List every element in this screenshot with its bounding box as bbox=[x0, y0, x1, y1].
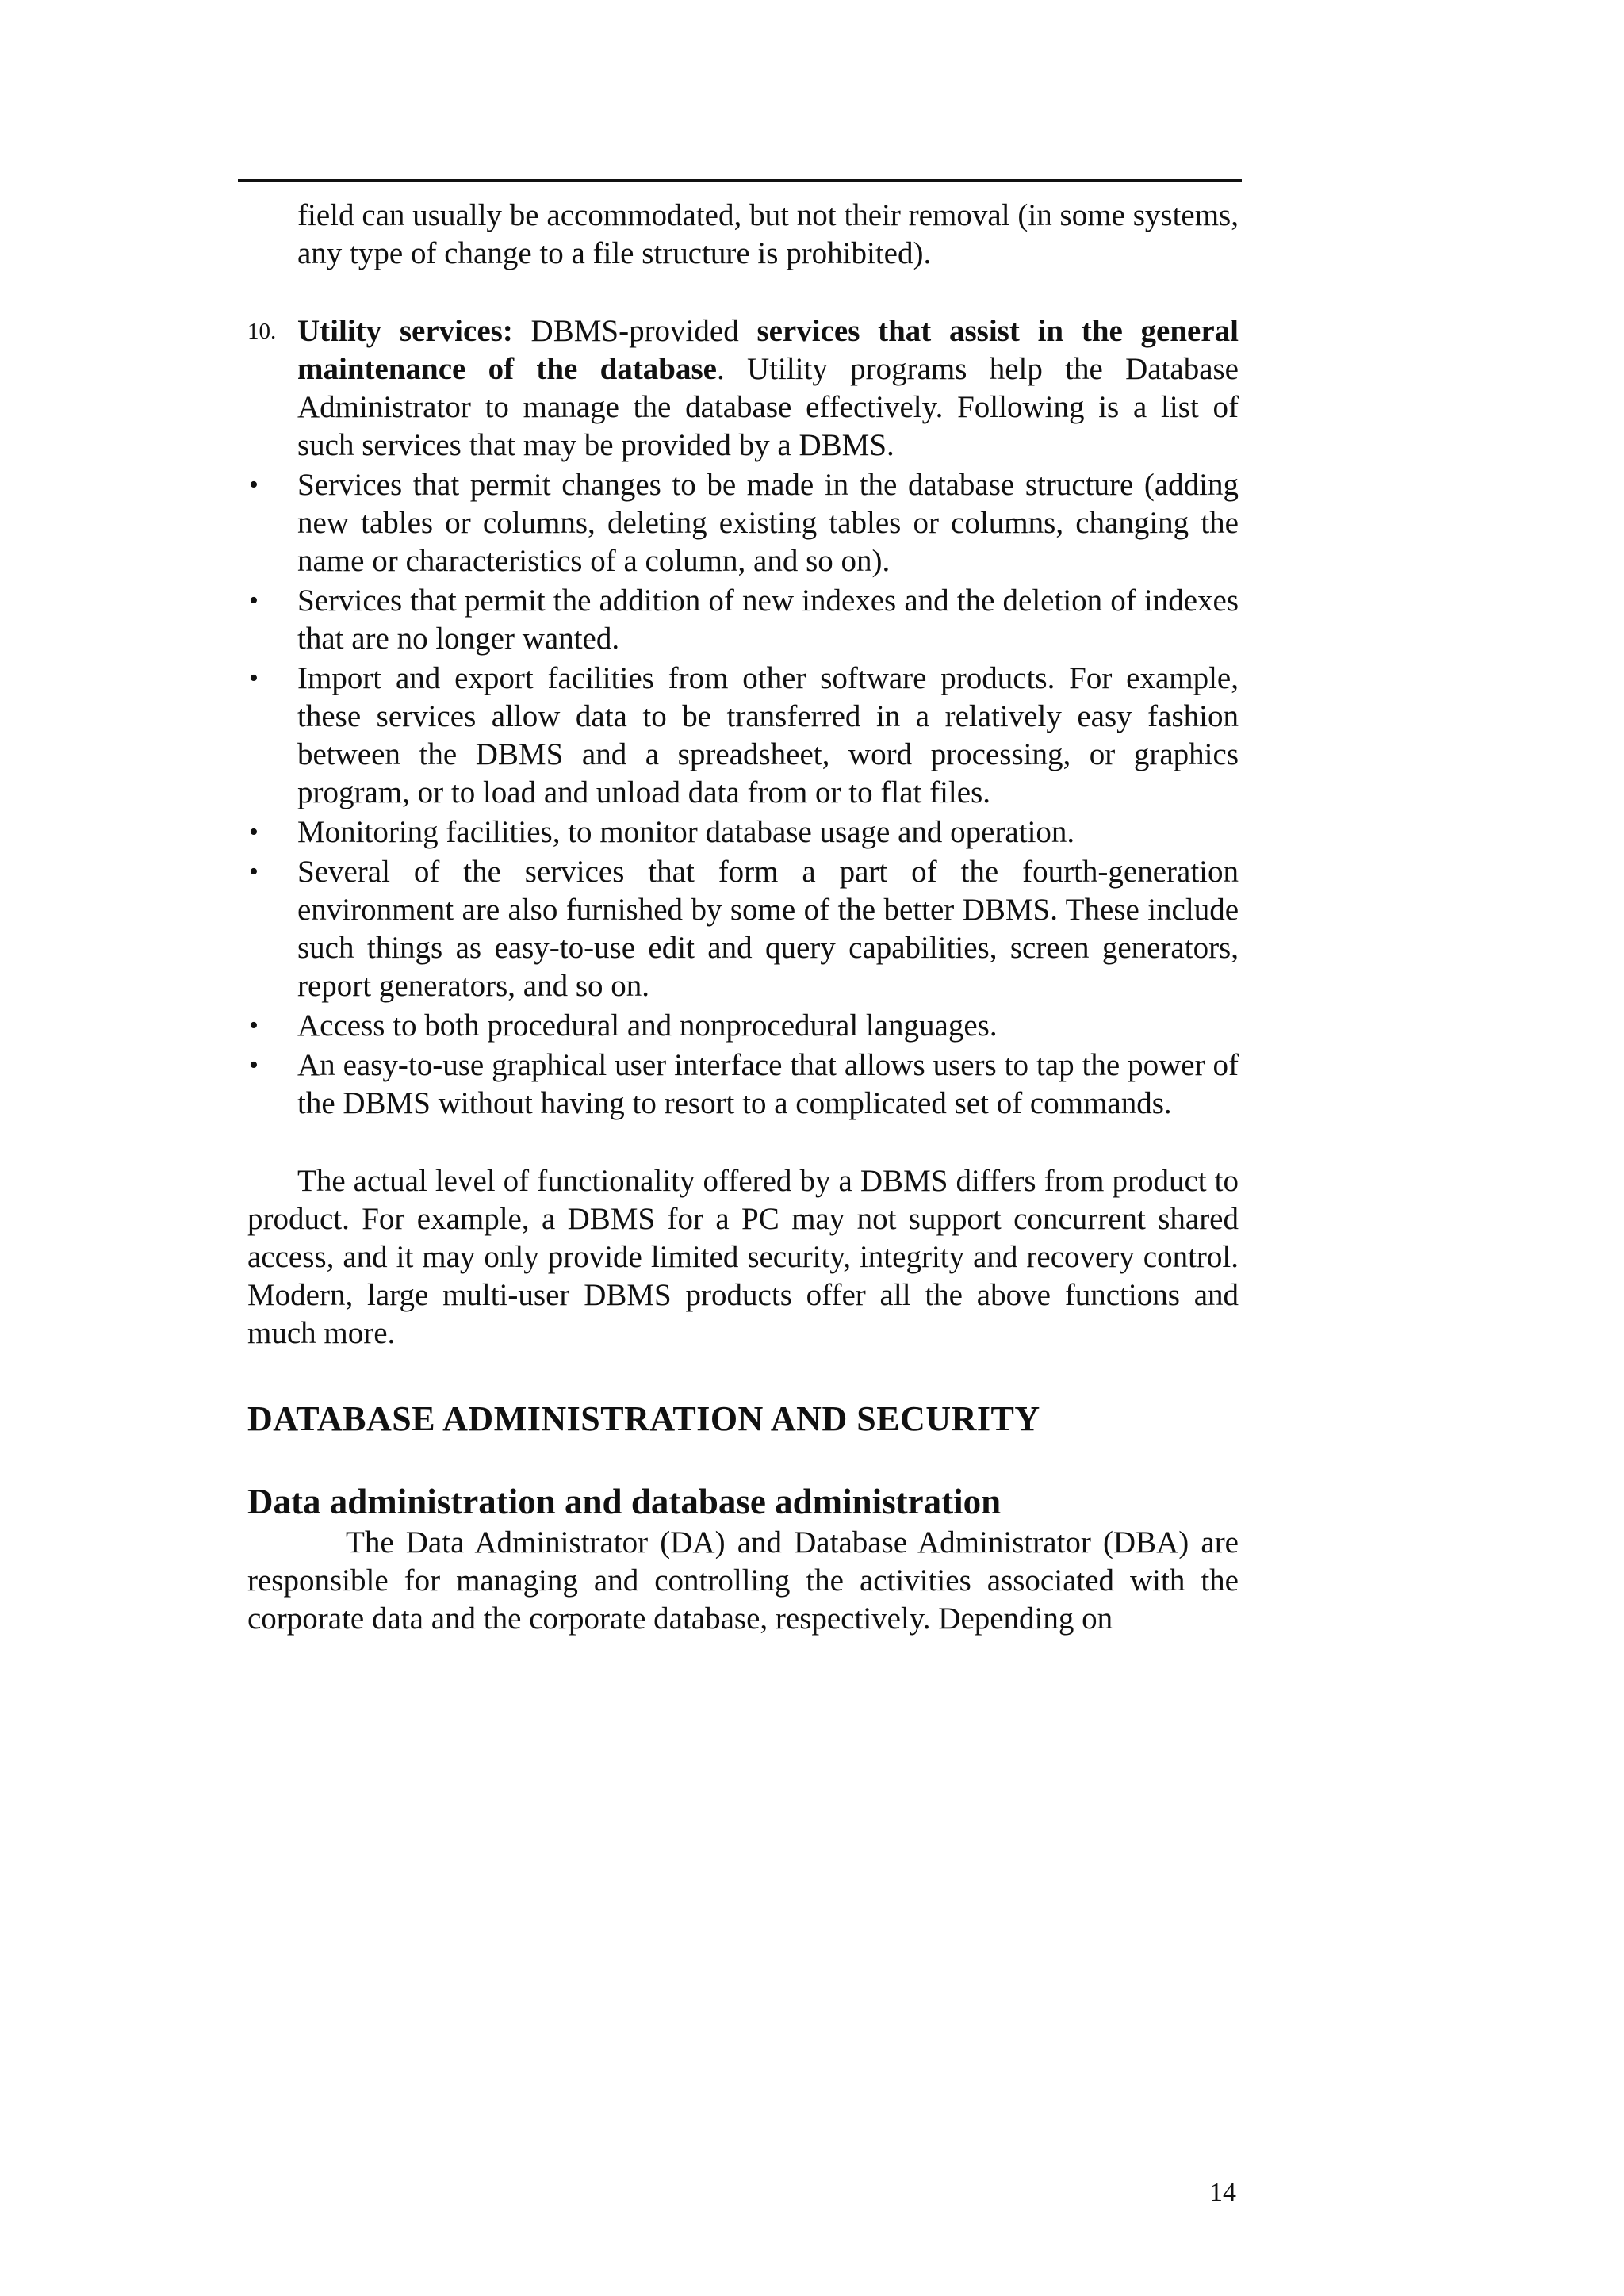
list-item-text: Import and export facilities from other software products. For example, these services allow data to be transferred in a relatively easy fashion between the DBMS and a spreadsheet, word processing, or graphics program, or to load and unload data from or to flat files. bbox=[297, 661, 1239, 809]
list-item bbox=[247, 582, 1239, 658]
list-item-text: Several of the services that form a part of the fourth-generation environment are also furnished by some of the better DBMS. These include such things as easy-to-use edit and query capabilities, screen generators, report generators, and so on. bbox=[297, 855, 1239, 1003]
list-item bbox=[247, 1047, 1239, 1123]
continuation-paragraph: field can usually be accommodated, but not their removal (in some systems, any type of change to a file structure is prohibited). bbox=[297, 198, 1239, 270]
list-item bbox=[247, 853, 1239, 1005]
item-10-text bbox=[247, 312, 1239, 465]
bullet-icon: • bbox=[249, 664, 259, 693]
bullet-icon: • bbox=[249, 1050, 259, 1080]
list-item-text: Services that permit changes to be made in the database structure (adding new tables or columns, deleting existing tables or columns, changing the name or characteristics of a column, and so on). bbox=[297, 468, 1239, 578]
item-10-rest: . Utility programs help the Database Administrator to manage the database effectively. Following is a list of such services that may be provided by a DBMS. bbox=[297, 352, 1239, 462]
item-10-colon: : bbox=[502, 314, 513, 348]
item-10-emphasis: services that assist in the general maintenance of the database bbox=[297, 314, 1239, 386]
page-number: 14 bbox=[1209, 2178, 1236, 2207]
subsection-title: Data administration and database administration bbox=[247, 1482, 1002, 1521]
item-10-lead: Utility services bbox=[297, 314, 503, 348]
list-item bbox=[247, 466, 1239, 580]
list-item bbox=[247, 660, 1239, 812]
list-item-text: Access to both procedural and nonprocedural languages. bbox=[297, 1008, 998, 1043]
header-rule bbox=[238, 179, 1242, 182]
list-item bbox=[247, 1007, 1239, 1045]
section-paragraph: The Data Administrator (DA) and Database Administrator (DBA) are responsible for managing and controlling the activities associated with the corporate data and the corporate database, respectively. Depending on bbox=[247, 1525, 1239, 1636]
item-10-mid: DBMS-provided bbox=[512, 314, 757, 348]
bullet-icon: • bbox=[249, 586, 259, 615]
bullet-icon: • bbox=[249, 857, 259, 886]
page-content bbox=[247, 197, 1239, 1638]
section-title: DATABASE ADMINISTRATION AND SECURITY bbox=[247, 1399, 1040, 1438]
list-item-text: An easy-to-use graphical user interface that allows users to tap the power of the DBMS without having to resort to a complicated set of commands. bbox=[297, 1048, 1239, 1120]
list-item-text: Monitoring facilities, to monitor database usage and operation. bbox=[297, 815, 1075, 849]
list-item-text: Services that permit the addition of new indexes and the deletion of indexes that are no longer wanted. bbox=[297, 584, 1239, 656]
numbered-item-10 bbox=[247, 312, 1239, 465]
bullet-icon: • bbox=[249, 470, 259, 499]
bullet-icon: • bbox=[249, 817, 259, 847]
item-number: 10. bbox=[247, 319, 277, 344]
list-item bbox=[247, 813, 1239, 851]
functionality-paragraph: The actual level of functionality offered by a DBMS differs from product to product. For example, a DBMS for a PC may not support concurrent shared access, and it may only provide limited security, integrity and recovery control. Modern, large multi-user DBMS products offer all the above functions and much more. bbox=[247, 1164, 1239, 1350]
services-bullet-list bbox=[247, 466, 1239, 1123]
bullet-icon: • bbox=[249, 1011, 259, 1040]
